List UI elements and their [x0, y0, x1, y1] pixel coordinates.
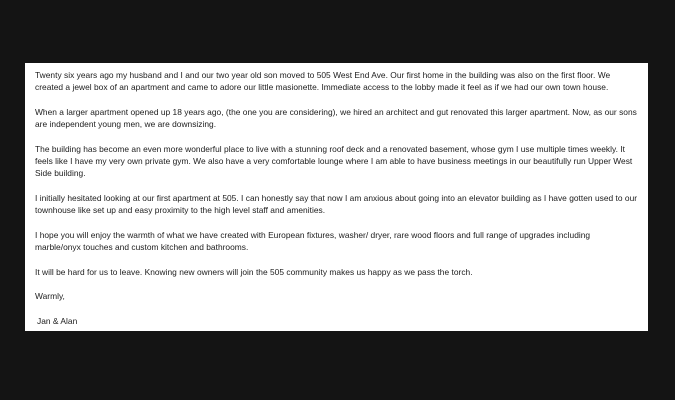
letter-paragraph: I hope you will enjoy the warmth of what we have created with European fixtures, washer/ dryer, rare wood floors and full range of upgrades including marble/onyx touches and custom kitchen and bathrooms.	[35, 229, 591, 253]
letter-card	[25, 63, 648, 331]
letter-paragraph: When a larger apartment opened up 18 years ago, (the one you are considering), we hired an architect and gut renovated this larger apartment. Now, as our sons are independent young men, we are downsizing.	[35, 106, 637, 130]
letter-paragraph: It will be hard for us to leave. Knowing new owners will join the 505 community makes us happy as we pass the torch.	[35, 266, 473, 277]
letter-signature: Jan & Alan	[37, 315, 78, 326]
letter-closing: Warmly,	[35, 291, 65, 302]
letter-paragraph: The building has become an even more wonderful place to live with a stunning roof deck and a renovated basement, whose gym I use multiple times weekly. It feels like I have my very own private gym. We also have a very comfortable lounge where I am able to have business meetings in our beautifully run Upper West Side building.	[35, 143, 633, 179]
letter-paragraph: Twenty six years ago my husband and I and our two year old son moved to 505 West End Ave. Our first home in the building was also on the first floor. We created a jewel box of an apartment and came to adore our little masionette. Immediate access to the lobby made it feel as if we had our own town house.	[35, 70, 611, 93]
letter-paragraph: I initially hesitated looking at our first apartment at 505. I can honestly say that now I am anxious about going into an elevator building as I have gotten used to our townhouse like set up and easy proximity to the high level staff and amenities.	[35, 192, 638, 216]
